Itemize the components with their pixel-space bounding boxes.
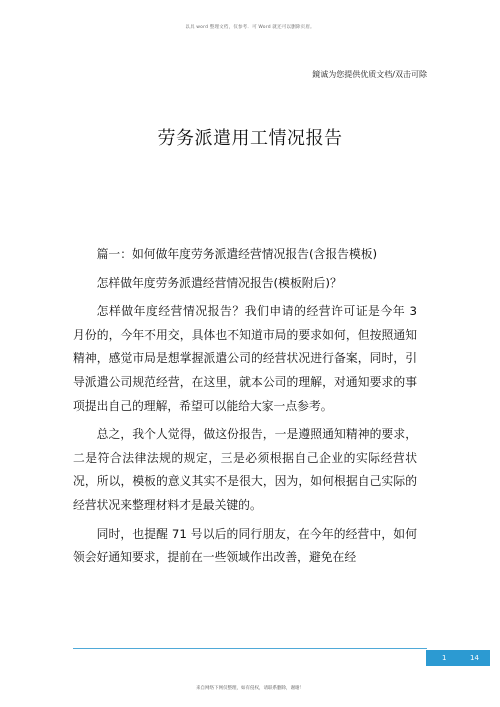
page-number-box: [426, 650, 490, 666]
document-title: 劳务派遣用工情况报告: [157, 128, 343, 149]
paragraph-subheading: 怎样做年度劳务派遣经营情况报告(模板附后)？: [96, 275, 342, 290]
footer-divider: [73, 648, 427, 649]
page-number: 1: [442, 654, 447, 662]
paragraph-summary: 总之，我个人觉得，做这份报告，一是遵照通知精神的要求，二是符合法律法规的规定，三是必须根据自己企业的实际经营状况，所以，模板的意义其实不是很大，因为，如何根据自己实际的经营状况来整理材料才是最关键的。: [73, 427, 417, 512]
header-note: 以具 word 整理文档，仅参考．可 Word 就还可以删除页眉。: [185, 25, 315, 30]
paragraph-intro: 怎样做年度经营情况报告？我们申请的经营许可证是今年 3 月份的，今年不用交，具体也不知道市局的要求如何，但按照通知精神，感觉市局是想掌握派遣公司的经营状况进行备案，同时，引导派遣公司规范经营，在这里，就本公司的理解，对通知要求的事项提出自己的理解，希望可以能给大家一点参考。: [73, 304, 417, 413]
paragraph-reminder: 同时，也提醒 71 号以后的同行朋友，在今年的经营中，如何领会好通知要求，提前在一些领域作出改善，避免在经: [73, 526, 417, 565]
footer-note: 来自网络下网仅整理，如有侵权，请联系删除，谢谢！: [196, 686, 304, 691]
total-pages: 14: [470, 654, 479, 662]
paragraph-heading: 篇一：如何做年度劳务派遣经营情况报告(含报告模板): [96, 247, 378, 261]
document-body: [73, 243, 417, 570]
header-right-note: 鏡诚为您提供优质文档/双击可除: [312, 70, 427, 79]
